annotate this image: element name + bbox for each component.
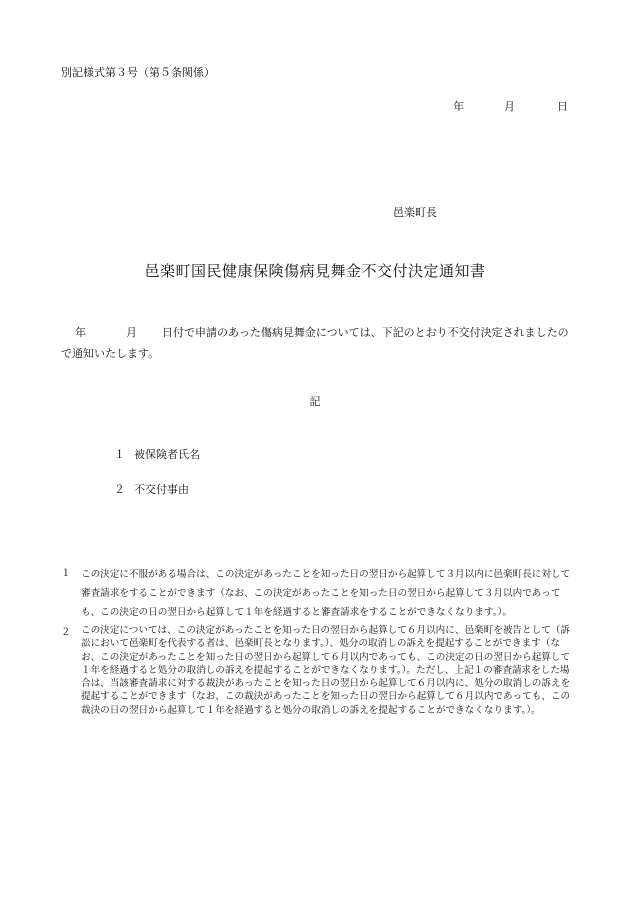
notes-section bbox=[61, 565, 571, 717]
date-year-label: 年 bbox=[453, 100, 464, 113]
note-appeal bbox=[61, 565, 571, 622]
ki-heading: 記 bbox=[309, 395, 321, 408]
item-number: ２ bbox=[114, 483, 125, 496]
note-text: この決定に不服がある場合は、この決定があったことを知った日の翌日から起算して３月以内に邑楽町長に対して審査請求をすることができます（なお、この決定があったことを知った日の翌日から起算して３月以内であっても、この決定の日の翌日から起算して１年を経過すると審査請求をすることができなくなります。）。 bbox=[81, 569, 571, 618]
item-insured-name bbox=[114, 446, 200, 462]
body-text: 日付で申請のあった傷病見舞金については、下記のとおり不交付決定されましたので通知いたします。 bbox=[61, 326, 569, 360]
body-year-label: 年 bbox=[75, 326, 86, 339]
form-number: 別記様式第３号（第５条関係） bbox=[61, 66, 215, 79]
sender-name: 邑楽町長 bbox=[393, 206, 437, 219]
item-label: 不交付事由 bbox=[134, 483, 189, 496]
date-line bbox=[453, 98, 568, 114]
note-number: １ bbox=[61, 568, 71, 579]
notice-body bbox=[61, 322, 576, 364]
note-text: この決定については、この決定があったことを知った日の翌日から起算して６月以内に、邑楽町を被告として（訴訟において邑楽町を代表する者は、邑楽町長となります。）、処分の取消しの訴えを提起することができます（なお、この決定があったことを知った日の翌日から起算して６月以内であっても、この決定の日の翌日から起算して１年を経過すると処分の取消しの訴えを提起することができなくなります。）。ただし、上記１の審査請求をした場合は、当該審査請求に対する裁決があったことを知った日の翌日から起算して６月以内に、処分の取消しの訴えを提起することができます（なお、この裁決があったことを知った日の翌日から起算して６月以内であっても、この裁決の日の翌日から起算して１年を経過すると処分の取消しの訴えを提起することができなくなります。）。 bbox=[81, 625, 571, 716]
body-month-label: 月 bbox=[126, 326, 137, 339]
note-number: ２ bbox=[61, 627, 71, 638]
item-non-grant-reason bbox=[114, 481, 189, 497]
date-month-label: 月 bbox=[504, 100, 515, 113]
item-number: １ bbox=[114, 448, 125, 461]
item-label: 被保険者氏名 bbox=[134, 448, 200, 461]
date-day-label: 日 bbox=[557, 100, 568, 113]
note-lawsuit bbox=[61, 622, 571, 717]
document-title: 邑楽町国民健康保険傷病見舞金不交付決定通知書 bbox=[144, 262, 486, 280]
